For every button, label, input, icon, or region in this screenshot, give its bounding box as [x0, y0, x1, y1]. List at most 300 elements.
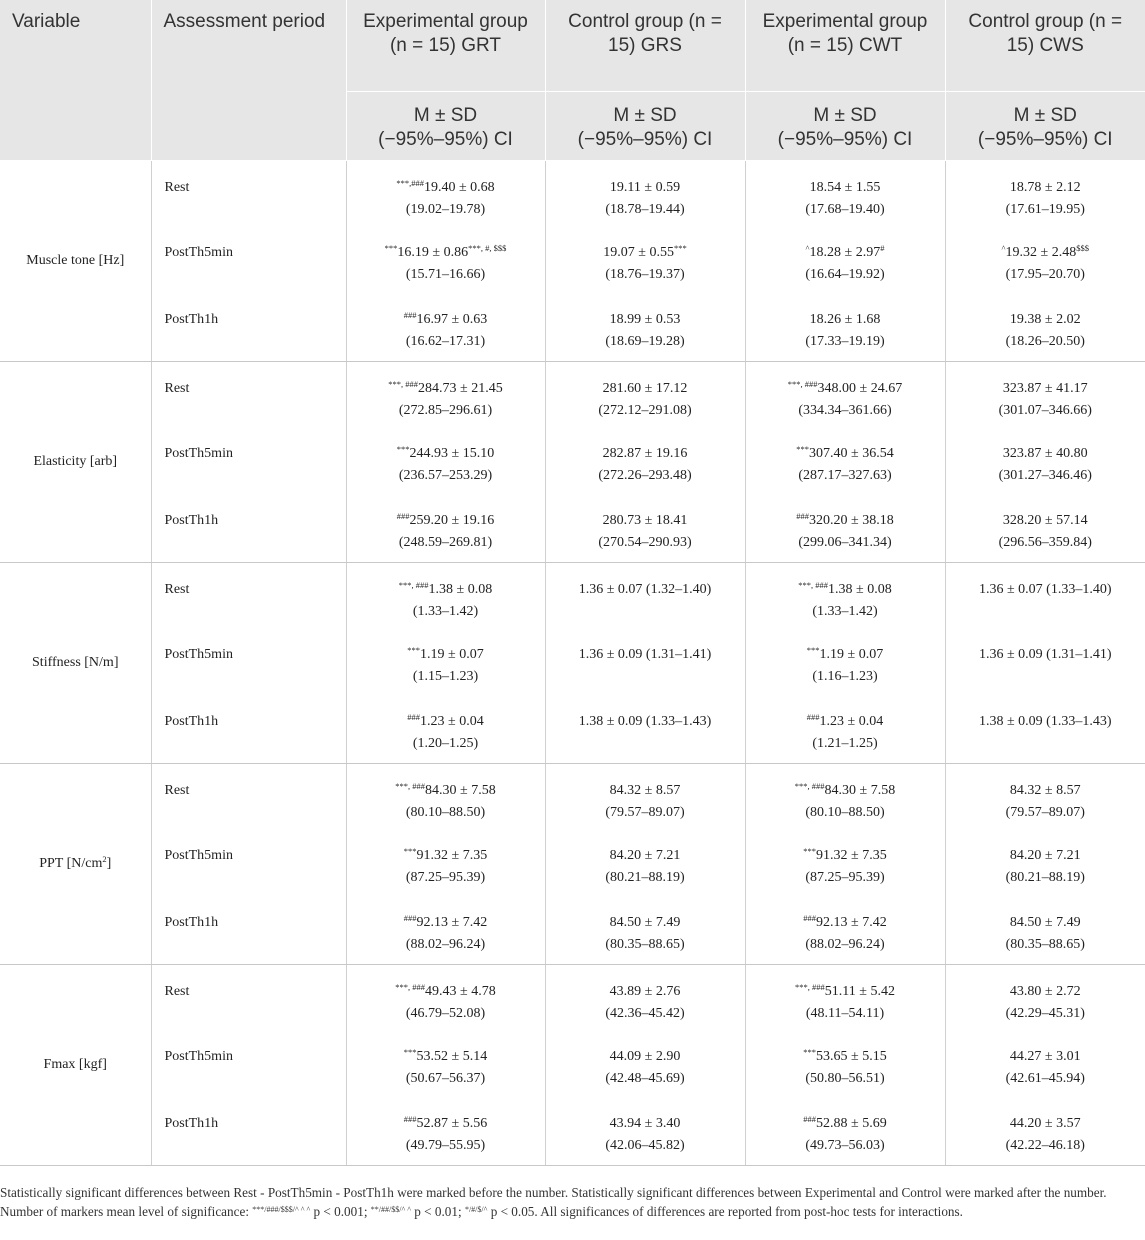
pre-marker: ###: [396, 511, 410, 521]
mean-sd-line: [954, 845, 1138, 867]
ci-line: (18.26–20.50): [1005, 334, 1085, 349]
mean-sd-line: [954, 1046, 1138, 1068]
mean-sd-line: [554, 1113, 737, 1135]
ci-line: (1.21–1.25): [812, 736, 878, 751]
mean-sd-value: 19.07 ± 0.55: [603, 245, 674, 260]
mean-sd-value: 84.20 ± 7.21: [1009, 848, 1081, 863]
table-row: [0, 562, 1145, 629]
value-cell-cws: [945, 1031, 1145, 1098]
variable-cell: [0, 160, 151, 361]
mean-sd-line: [754, 981, 937, 1003]
header-stat-cwt: [745, 91, 945, 160]
mean-sd-line: [954, 177, 1138, 199]
ci-line: (48.11–54.11): [805, 1005, 885, 1021]
mean-sd-value: 1.19 ± 0.07: [819, 647, 884, 662]
mean-sd-value: 84.32 ± 8.57: [1009, 782, 1081, 798]
mean-sd-line: [754, 912, 937, 934]
mean-sd-value: 1.19 ± 0.07: [420, 647, 484, 662]
mean-sd-line: [355, 378, 537, 400]
mean-sd-line: [754, 378, 937, 400]
ci-line: (50.67–56.37): [405, 1071, 486, 1086]
mean-sd-value: 52.87 ± 5.56: [416, 1116, 488, 1131]
ci-line: (79.57–89.07): [605, 804, 685, 820]
ci-line: (1.15–1.23): [412, 669, 479, 684]
ci-line: (50.80–56.51): [805, 1071, 885, 1086]
pre-marker: ***: [384, 243, 398, 253]
value-cell-cws: [945, 361, 1145, 428]
value-cell-cwt: [745, 629, 945, 696]
pre-marker: ***, ###: [798, 579, 829, 590]
value-cell-grs: [545, 361, 745, 428]
mean-sd-line: [355, 510, 537, 532]
assessment-period-cell: PostTh1h: [151, 897, 346, 964]
value-cell-grs: [545, 428, 745, 495]
assessment-period-cell: PostTh1h: [151, 294, 346, 361]
value-cell-grt: [346, 428, 545, 495]
ci-line: (46.79–52.08): [405, 1005, 486, 1021]
ci-line: (17.68–19.40): [805, 201, 885, 217]
table-footnote: [0, 1183, 1142, 1221]
stat-mean-sd: M ± SD: [813, 104, 877, 126]
mean-sd-value: 44.09 ± 2.90: [609, 1049, 681, 1064]
pre-marker: ***, ###: [395, 981, 426, 992]
value-cell-grt: [346, 696, 545, 763]
footnote-marker: ^ ^ ^: [294, 1205, 311, 1214]
mean-sd-value: 53.65 ± 5.15: [816, 1049, 887, 1064]
mean-sd-line: [954, 579, 1138, 601]
pre-marker: ***, ###: [795, 981, 825, 992]
assessment-period-cell: PostTh5min: [151, 227, 346, 294]
mean-sd-value: 52.88 ± 5.69: [816, 1116, 887, 1131]
ci-line: (16.62–17.31): [405, 334, 486, 349]
mean-sd-value: 323.87 ± 41.17: [1002, 380, 1088, 396]
footnote-text: p < 0.05. All significances of differences are reported from post-hoc tests for interactions.: [490, 1204, 963, 1219]
ci-line: (1.33–1.42): [812, 603, 878, 619]
value-cell-cws: [945, 897, 1145, 964]
header-group-cws: Control group (n = 15) CWS: [945, 0, 1145, 91]
mean-sd-line: [954, 309, 1138, 331]
value-cell-cwt: [745, 294, 945, 361]
footnote-marker: */#/$/: [464, 1205, 484, 1214]
pre-marker: ###: [403, 913, 417, 923]
table-row: [0, 294, 1145, 361]
ci-line: (79.57–89.07): [1005, 804, 1085, 820]
pre-marker: ###: [803, 913, 817, 923]
assessment-period-cell: Rest: [151, 763, 346, 830]
mean-sd-value: 1.23 ± 0.04: [819, 714, 884, 729]
mean-sd-value: 43.94 ± 3.40: [609, 1116, 681, 1131]
mean-sd-line: [754, 177, 937, 199]
mean-sd-line: [554, 177, 737, 199]
mean-sd-value: 281.60 ± 17.12: [602, 380, 688, 396]
value-cell-cws: [945, 227, 1145, 294]
ci-line: (236.57–253.29): [398, 468, 493, 483]
mean-sd-line: [754, 510, 937, 532]
mean-sd-value: 92.13 ± 7.42: [816, 915, 887, 930]
value-cell-grs: [545, 294, 745, 361]
stat-mean-sd: M ± SD: [1013, 104, 1077, 126]
mean-sd-value: 1.36 ± 0.09 (1.31–1.41): [978, 647, 1112, 662]
header-group-grs: Control group (n = 15) GRS: [545, 0, 745, 91]
pre-marker: ***, ###: [395, 780, 426, 791]
ci-line: (80.21–88.19): [1005, 870, 1085, 885]
pre-marker: ###: [796, 511, 810, 521]
mean-sd-value: 18.28 ± 2.97: [809, 245, 881, 260]
value-cell-grs: [545, 830, 745, 897]
pre-marker: ***,###: [396, 177, 424, 188]
mean-sd-line: [754, 780, 937, 802]
value-cell-cwt: [745, 1098, 945, 1165]
header-stat-grs: [545, 91, 745, 160]
mean-sd-line: [754, 1113, 937, 1135]
mean-sd-line: [355, 845, 537, 867]
ci-line: (272.85–296.61): [398, 402, 493, 418]
value-cell-cwt: [745, 763, 945, 830]
value-cell-grt: [346, 294, 545, 361]
mean-sd-line: [954, 510, 1138, 532]
table-row: [0, 897, 1145, 964]
mean-sd-line: [954, 242, 1138, 264]
pre-marker: ^: [1001, 243, 1006, 253]
mean-sd-line: [355, 177, 537, 199]
ci-line: (1.16–1.23): [812, 669, 878, 684]
variable-label-sup: 2: [102, 853, 107, 864]
value-cell-cws: [945, 964, 1145, 1031]
assessment-period-cell: PostTh5min: [151, 1031, 346, 1098]
value-cell-grs: [545, 495, 745, 562]
value-cell-grt: [346, 1031, 545, 1098]
mean-sd-value: 91.32 ± 7.35: [816, 848, 887, 863]
mean-sd-value: 18.78 ± 2.12: [1009, 179, 1081, 195]
mean-sd-value: 1.36 ± 0.07 (1.32–1.40): [578, 581, 712, 597]
value-cell-cwt: [745, 1031, 945, 1098]
post-marker: ***: [673, 243, 687, 253]
mean-sd-line: [954, 981, 1138, 1003]
stat-ci: (−95%–95%) CI: [977, 128, 1113, 150]
mean-sd-value: 43.89 ± 2.76: [609, 983, 681, 999]
table-row: [0, 361, 1145, 428]
value-cell-grs: [545, 562, 745, 629]
mean-sd-line: [554, 912, 737, 934]
variable-label: Fmax [kgf]: [43, 1056, 107, 1072]
stat-ci: (−95%–95%) CI: [378, 128, 513, 150]
ci-line: (301.27–346.46): [998, 468, 1092, 483]
stat-mean-sd: M ± SD: [613, 104, 677, 126]
assessment-period-cell: Rest: [151, 562, 346, 629]
pre-marker: ***: [796, 444, 810, 454]
ci-line: (17.61–19.95): [1005, 201, 1085, 217]
mean-sd-value: 307.40 ± 36.54: [809, 446, 894, 461]
value-cell-cws: [945, 1098, 1145, 1165]
pre-marker: ***: [407, 645, 421, 655]
footnote-marker: ^: [483, 1205, 488, 1214]
mean-sd-value: 1.23 ± 0.04: [420, 714, 484, 729]
mean-sd-value: 348.00 ± 24.67: [817, 380, 903, 396]
value-cell-cwt: [745, 897, 945, 964]
variable-cell: [0, 964, 151, 1165]
mean-sd-line: [954, 780, 1138, 802]
stat-ci: (−95%–95%) CI: [777, 128, 913, 150]
table-row: [0, 227, 1145, 294]
pre-marker: ***, ###: [794, 780, 825, 791]
variable-label: PPT [N/cm: [39, 855, 103, 871]
pre-marker: ###: [403, 1114, 417, 1124]
ci-line: (42.22–46.18): [1005, 1138, 1085, 1153]
table-row: [0, 1031, 1145, 1098]
assessment-period-cell: PostTh5min: [151, 629, 346, 696]
header-stat-cws: [945, 91, 1145, 160]
ci-line: (80.10–88.50): [405, 804, 486, 820]
mean-sd-value: 84.32 ± 8.57: [609, 782, 681, 798]
ci-line: (287.17–327.63): [798, 468, 892, 483]
variable-label-tail: ]: [106, 855, 112, 871]
value-cell-cws: [945, 495, 1145, 562]
mean-sd-line: [554, 443, 737, 465]
pre-marker: ###: [407, 712, 421, 722]
value-cell-grs: [545, 1031, 745, 1098]
ci-line: (334.34–361.66): [798, 402, 892, 418]
header-assessment-period: Assessment period: [151, 0, 346, 160]
ci-line: (301.07–346.66): [998, 402, 1092, 418]
mean-sd-value: 84.50 ± 7.49: [609, 915, 681, 930]
value-cell-grt: [346, 629, 545, 696]
mean-sd-value: 259.20 ± 19.16: [409, 513, 495, 528]
assessment-period-cell: PostTh5min: [151, 428, 346, 495]
post-marker: ***, #, $$$: [468, 243, 507, 253]
mean-sd-line: [954, 711, 1138, 733]
ci-line: (42.06–45.82): [605, 1138, 685, 1153]
value-cell-cws: [945, 562, 1145, 629]
table-row: [0, 964, 1145, 1031]
value-cell-grs: [545, 964, 745, 1031]
pre-marker: ###: [806, 712, 820, 722]
mean-sd-value: 16.97 ± 0.63: [416, 312, 488, 327]
mean-sd-line: [355, 1113, 537, 1135]
assessment-period-cell: PostTh1h: [151, 1098, 346, 1165]
mean-sd-value: 84.20 ± 7.21: [609, 848, 681, 863]
mean-sd-line: [754, 845, 937, 867]
variable-label: Stiffness [N/m]: [32, 654, 119, 670]
ci-line: (88.02–96.24): [405, 937, 486, 952]
mean-sd-value: 84.30 ± 7.58: [425, 782, 496, 798]
mean-sd-line: [554, 510, 737, 532]
mean-sd-line: [954, 378, 1138, 400]
variable-cell: [0, 763, 151, 964]
value-cell-cwt: [745, 562, 945, 629]
footnote-marker: ^ ^: [401, 1205, 411, 1214]
mean-sd-value: 1.38 ± 0.08: [428, 581, 493, 597]
value-cell-cwt: [745, 160, 945, 227]
variable-label: Muscle tone [Hz]: [26, 252, 125, 268]
header-group-cwt: Experimental group (n = 15) CWT: [745, 0, 945, 91]
value-cell-grs: [545, 696, 745, 763]
mean-sd-value: 51.11 ± 5.42: [824, 983, 895, 999]
value-cell-cwt: [745, 830, 945, 897]
ci-line: (87.25–95.39): [405, 870, 486, 885]
mean-sd-line: [554, 242, 737, 264]
table-row: [0, 830, 1145, 897]
ci-line: (49.73–56.03): [805, 1138, 885, 1153]
ci-line: (42.29–45.31): [1005, 1005, 1085, 1021]
value-cell-grs: [545, 897, 745, 964]
header-variable: Variable: [0, 0, 151, 160]
ci-line: (80.10–88.50): [805, 804, 885, 820]
mean-sd-line: [554, 579, 737, 601]
value-cell-cws: [945, 629, 1145, 696]
ci-line: (19.02–19.78): [405, 201, 486, 217]
table-row: [0, 629, 1145, 696]
value-cell-grt: [346, 160, 545, 227]
header-group-grt: Experimental group (n = 15) GRT: [346, 0, 545, 91]
mean-sd-value: 44.27 ± 3.01: [1009, 1049, 1081, 1064]
value-cell-cws: [945, 763, 1145, 830]
footnote-text: p < 0.001;: [313, 1204, 371, 1219]
value-cell-cwt: [745, 964, 945, 1031]
mean-sd-value: 284.73 ± 21.45: [418, 380, 503, 396]
table-body: [0, 160, 1145, 1165]
pre-marker: ***: [803, 846, 817, 856]
value-cell-grt: [346, 763, 545, 830]
variable-cell: [0, 361, 151, 562]
mean-sd-line: [355, 309, 537, 331]
footnote-marker: ***/###/$$$/: [252, 1205, 295, 1214]
pre-marker: ***, ###: [787, 378, 818, 389]
table-header: [0, 0, 1145, 160]
mean-sd-line: [754, 443, 937, 465]
ci-line: (248.59–269.81): [398, 535, 493, 550]
mean-sd-line: [355, 242, 537, 264]
ci-line: (18.78–19.44): [605, 201, 685, 217]
mean-sd-value: 84.30 ± 7.58: [824, 782, 896, 798]
value-cell-grt: [346, 361, 545, 428]
mean-sd-line: [355, 780, 537, 802]
table-row: [0, 428, 1145, 495]
mean-sd-value: 328.20 ± 57.14: [1002, 513, 1088, 528]
ci-line: (18.69–19.28): [605, 334, 685, 349]
ci-line: (80.35–88.65): [605, 937, 685, 952]
mean-sd-line: [754, 309, 937, 331]
mean-sd-line: [355, 443, 537, 465]
value-cell-cws: [945, 428, 1145, 495]
post-marker: #: [880, 243, 885, 253]
mean-sd-value: 1.38 ± 0.09 (1.33–1.43): [578, 714, 712, 729]
table-row: [0, 763, 1145, 830]
ci-line: (270.54–290.93): [598, 535, 692, 550]
ci-line: (272.12–291.08): [598, 402, 692, 418]
ci-line: (80.35–88.65): [1005, 937, 1085, 952]
value-cell-grt: [346, 495, 545, 562]
assessment-period-cell: PostTh5min: [151, 830, 346, 897]
ci-line: (88.02–96.24): [805, 937, 885, 952]
value-cell-grs: [545, 763, 745, 830]
mean-sd-value: 19.11 ± 0.59: [609, 179, 681, 195]
value-cell-cws: [945, 294, 1145, 361]
variable-label: Elasticity [arb]: [33, 453, 118, 469]
ci-line: (42.48–45.69): [605, 1071, 685, 1086]
value-cell-grt: [346, 1098, 545, 1165]
mean-sd-line: [355, 579, 537, 601]
mean-sd-value: 84.50 ± 7.49: [1009, 915, 1081, 930]
table-row: [0, 696, 1145, 763]
pre-marker: ###: [403, 310, 417, 320]
mean-sd-value: 44.20 ± 3.57: [1009, 1116, 1081, 1131]
mean-sd-value: 280.73 ± 18.41: [602, 513, 688, 528]
mean-sd-line: [554, 780, 737, 802]
assessment-period-cell: Rest: [151, 361, 346, 428]
ci-line: (17.33–19.19): [805, 334, 885, 349]
value-cell-grt: [346, 227, 545, 294]
mean-sd-line: [355, 912, 537, 934]
mean-sd-value: 19.38 ± 2.02: [1009, 312, 1081, 327]
mean-sd-value: 53.52 ± 5.14: [416, 1049, 488, 1064]
value-cell-cwt: [745, 428, 945, 495]
value-cell-grt: [346, 830, 545, 897]
mean-sd-line: [355, 711, 537, 733]
mean-sd-line: [355, 644, 537, 666]
value-cell-cwt: [745, 495, 945, 562]
mean-sd-value: 18.54 ± 1.55: [809, 179, 881, 195]
mean-sd-line: [554, 1046, 737, 1068]
ci-line: (1.20–1.25): [412, 736, 479, 751]
header-stat-grt: [346, 91, 545, 160]
value-cell-cwt: [745, 227, 945, 294]
assessment-period-cell: PostTh1h: [151, 495, 346, 562]
mean-sd-value: 1.36 ± 0.07 (1.33–1.40): [978, 581, 1112, 597]
pre-marker: ***, ###: [388, 378, 419, 389]
value-cell-cws: [945, 830, 1145, 897]
value-cell-grt: [346, 964, 545, 1031]
ci-line: (42.36–45.42): [605, 1005, 685, 1021]
mean-sd-value: 43.80 ± 2.72: [1009, 983, 1081, 999]
mean-sd-line: [754, 1046, 937, 1068]
table-row: [0, 495, 1145, 562]
pre-marker: ***, ###: [398, 579, 429, 590]
mean-sd-line: [754, 579, 937, 601]
mean-sd-value: 18.26 ± 1.68: [809, 312, 881, 327]
mean-sd-line: [954, 1113, 1138, 1135]
pre-marker: ***: [403, 846, 417, 856]
table-row: [0, 160, 1145, 227]
ci-line: (42.61–45.94): [1005, 1071, 1085, 1086]
mean-sd-value: 1.36 ± 0.09 (1.31–1.41): [578, 647, 712, 662]
ci-line: (87.25–95.39): [805, 870, 885, 885]
variable-cell: [0, 562, 151, 763]
value-cell-grt: [346, 897, 545, 964]
value-cell-grs: [545, 160, 745, 227]
assessment-period-cell: Rest: [151, 964, 346, 1031]
footnote-text: Statistically significant differences between Rest - PostTh5min - PostTh1h were marked before the number. Statistically significant differences between Experimental and Control were marked after the number. Number of markers mean level of significance:: [0, 1185, 1107, 1219]
pre-marker: ^: [805, 243, 810, 253]
value-cell-grs: [545, 1098, 745, 1165]
footnote-text: p < 0.01;: [414, 1204, 465, 1219]
mean-sd-line: [554, 845, 737, 867]
mean-sd-line: [954, 644, 1138, 666]
mean-sd-line: [355, 981, 537, 1003]
mean-sd-value: 282.87 ± 19.16: [602, 446, 688, 461]
value-cell-grs: [545, 629, 745, 696]
ci-line: (15.71–16.66): [405, 267, 486, 282]
mean-sd-value: 19.32 ± 2.48: [1005, 245, 1077, 260]
mean-sd-line: [554, 981, 737, 1003]
footnote-marker: **/##/$$/: [370, 1205, 402, 1214]
mean-sd-value: 1.38 ± 0.09 (1.33–1.43): [978, 714, 1112, 729]
mean-sd-value: 244.93 ± 15.10: [409, 446, 495, 461]
mean-sd-line: [754, 242, 937, 264]
mean-sd-line: [954, 443, 1138, 465]
assessment-period-cell: PostTh1h: [151, 696, 346, 763]
mean-sd-line: [554, 378, 737, 400]
mean-sd-line: [554, 711, 737, 733]
